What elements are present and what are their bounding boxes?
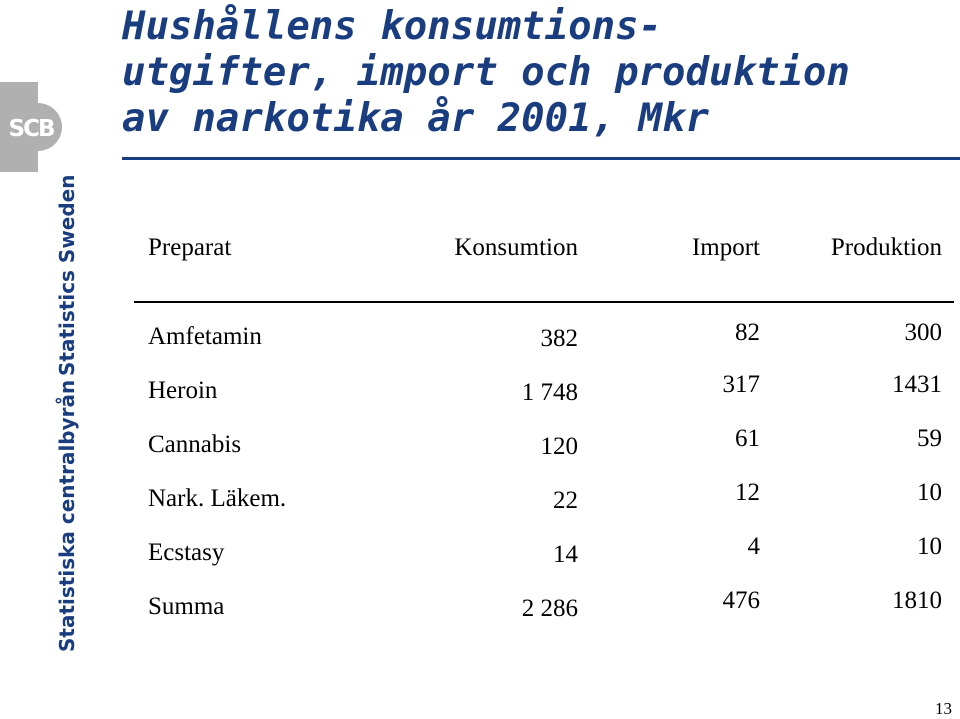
cell-produktion: 1810 (892, 587, 942, 614)
cell-preparat: Amfetamin (148, 323, 262, 350)
cell-produktion: 300 (904, 319, 942, 346)
cell-import: 82 (735, 319, 760, 346)
cell-produktion: 10 (917, 479, 942, 506)
statistics-sweden-label: Statistics Sweden (55, 174, 79, 376)
sidebar (0, 0, 110, 718)
header-import: Import (691, 234, 760, 261)
header-preparat: Preparat (148, 234, 232, 261)
cell-produktion: 59 (917, 425, 942, 452)
title-underline (122, 157, 960, 160)
title-line-1: Hushållens konsumtions- (122, 4, 663, 49)
title-line-3: av narkotika år 2001, Mkr (122, 96, 709, 141)
title-line-2: utgifter, import och produktion (122, 50, 850, 95)
scb-logo (0, 82, 62, 172)
cell-preparat: Heroin (148, 377, 218, 404)
cell-preparat: Nark. Läkem. (148, 485, 287, 512)
cell-import: 317 (722, 371, 760, 398)
cell-import: 4 (747, 533, 760, 560)
header-konsumtion: Konsumtion (454, 234, 578, 261)
cell-preparat: Ecstasy (148, 539, 225, 566)
page-title (122, 4, 850, 142)
cell-konsumtion: 2 286 (521, 595, 578, 622)
cell-konsumtion: 14 (553, 541, 578, 568)
cell-import: 61 (735, 425, 760, 452)
header-produktion: Produktion (830, 234, 942, 261)
page-number: 13 (935, 699, 952, 718)
cell-preparat: Cannabis (148, 431, 242, 458)
cell-import: 476 (722, 587, 760, 614)
table-header-rule (134, 301, 954, 303)
cell-preparat: Summa (148, 593, 225, 620)
cell-produktion: 1431 (892, 371, 942, 398)
scb-logo-text: SCB (8, 116, 54, 142)
cell-konsumtion: 120 (540, 433, 578, 460)
cell-produktion: 10 (917, 533, 942, 560)
cell-konsumtion: 22 (553, 487, 578, 514)
statistiska-centralbyran-label: Statistiska centralbyrån (55, 379, 79, 652)
cell-konsumtion: 1 748 (521, 379, 578, 406)
cell-konsumtion: 382 (540, 325, 578, 352)
cell-import: 12 (735, 479, 760, 506)
